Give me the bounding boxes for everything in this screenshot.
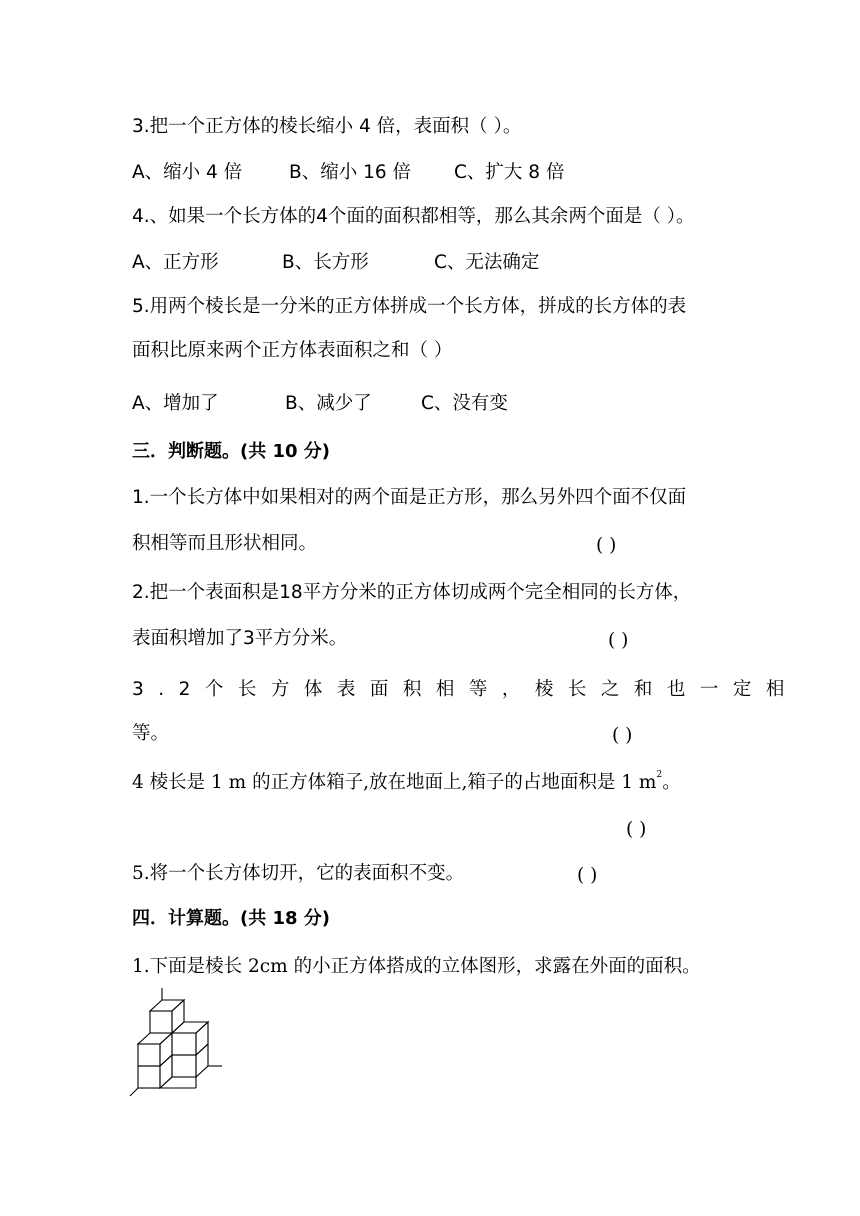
right-upper-cube-front-face [172, 1033, 196, 1055]
tf-3-answer-parens: ( ) [612, 725, 633, 746]
option-c: C、无法确定 [434, 252, 540, 273]
option-a: A、正方形 [132, 252, 219, 273]
section-4-heading: 四．计算题。(共 18 分) [132, 908, 331, 929]
base-connector [160, 1077, 172, 1088]
tf-1-answer-parens: ( ) [596, 535, 617, 556]
top-cube-top-face [150, 1000, 184, 1011]
tf-4-superscript: 2 [656, 770, 663, 780]
option-b: B、长方形 [282, 252, 369, 273]
tf-4-line-1 [132, 770, 681, 793]
tf-2-answer-parens: ( ) [608, 630, 629, 651]
figure-axis-line-diagonal [130, 1088, 138, 1096]
question-5-line-2: 面积比原来两个正方体表面积之和（ ） [132, 340, 453, 361]
tf-1-line-1: 1.一个长方体中如果相对的两个面是正方形，那么另外四个面不仅面 [132, 487, 687, 508]
option-a: A、增加了 [132, 393, 219, 414]
tf-2-line-2: 表面积增加了3平方分米。 [132, 628, 348, 649]
option-b: B、缩小 16 倍 [289, 162, 411, 183]
option-c: C、扩大 8 倍 [454, 162, 565, 183]
tf-1-line-2: 积相等而且形状相同。 [132, 533, 318, 554]
tf-3-line-1: 3.2个长方体表面积相等，棱长之和也一定相 [132, 679, 799, 700]
right-lower-cube-side-face [196, 1044, 208, 1077]
top-cube-front-face [150, 1011, 172, 1033]
question-3-text: 3.把一个正方体的棱长缩小 4 倍，表面积（ ）。 [132, 116, 522, 137]
option-b: B、减少了 [285, 393, 372, 414]
left-middle-cube-front-face [138, 1044, 160, 1066]
option-a: A、缩小 4 倍 [132, 162, 243, 183]
tf-2-line-1: 2.把一个表面积是18平方分米的正方体切成两个完全相同的长方体， [132, 582, 692, 603]
question-5-line-1: 5.用两个棱长是一分米的正方体拼成一个长方体，拼成的长方体的表 [132, 296, 687, 317]
section-3-heading: 三．判断题。(共 10 分) [132, 441, 331, 462]
tf-3-line-2: 等。 [132, 723, 170, 744]
right-lower-cube-front-face [172, 1055, 196, 1077]
tf-4-answer-parens: ( ) [626, 819, 647, 840]
option-c: C、没有变 [421, 393, 508, 414]
question-4-text: 4.、如果一个长方体的4个面的面积都相等，那么其余两个面是（ ）。 [132, 206, 695, 227]
tf-5-answer-parens: ( ) [577, 865, 598, 886]
calc-1-text: 1.下面是棱长 2cm 的小正方体搭成的立体图形，求露在外面的面积。 [132, 956, 701, 977]
left-lower-cube-front-face [138, 1066, 160, 1088]
cube-stack-figure [128, 988, 228, 1098]
tf-5-text: 5.将一个长方体切开，它的表面积不变。 [132, 863, 465, 884]
tf-4-text: 4 棱长是 1 m 的正方体箱子,放在地面上,箱子的占地面积是 1 m [132, 772, 657, 793]
left-middle-cube-top-face [138, 1033, 172, 1044]
tf-4-period: 。 [662, 772, 681, 793]
